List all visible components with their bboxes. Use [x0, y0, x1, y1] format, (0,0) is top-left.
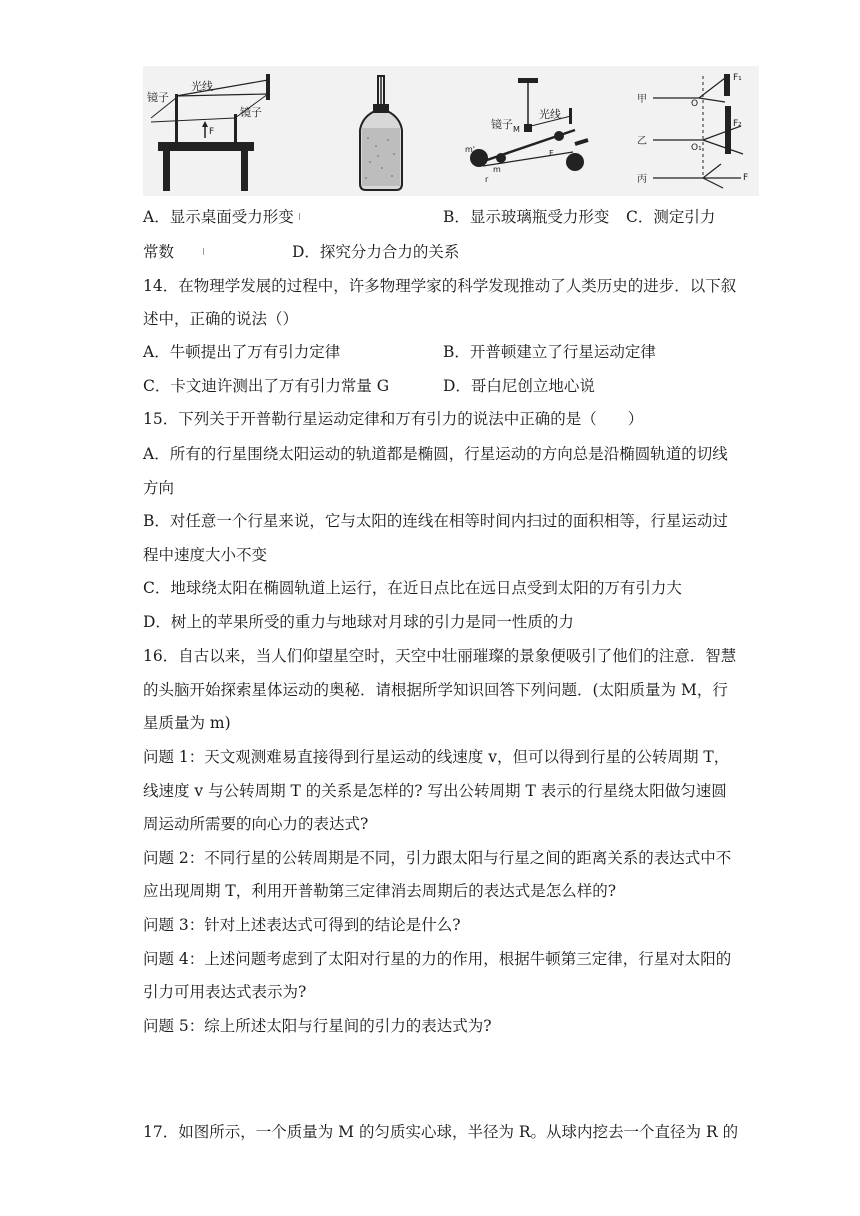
fig3-M-label: M: [513, 125, 520, 134]
figure-table-mirrors: [143, 66, 293, 196]
q15-option-b-line2: 程中速度大小不变: [143, 546, 268, 564]
q14-stem-line2: 述中，正确的说法（）: [143, 310, 299, 328]
fig4-jia-label: 甲: [637, 94, 647, 105]
q13-option-b: B．显示玻璃瓶受力形变: [443, 208, 610, 226]
q16-problem2-line2: 应出现周期 T，利用开普勒第三定律消去周期后的表达式是怎么样的?: [143, 882, 617, 900]
fig4-o-label: O: [691, 99, 699, 109]
fig4-F2-label: F₂: [733, 119, 742, 129]
paragraph-mark: [299, 213, 300, 220]
fig3-mprime-label: m': [465, 145, 475, 154]
fig1-force-label: F: [209, 127, 215, 137]
q15-option-a-line2: 方向: [143, 479, 175, 497]
q14-stem-line1: 14．在物理学发展的过程中，许多物理学家的科学发现推动了人类历史的进步．以下叙: [143, 277, 737, 295]
fig1-light-label: 光线: [191, 80, 213, 93]
q13-option-a: A．显示桌面受力形变: [143, 208, 294, 226]
fig3-r-label: r: [485, 175, 489, 184]
q14-option-d: D．哥白尼创立地心说: [443, 377, 595, 395]
q16-problem4-line2: 引力可用表达式表示为?: [143, 983, 307, 1001]
q13-option-c-start: C．测定引力: [626, 208, 716, 226]
q16-problem1-line1: 问题 1：天文观测难易直接得到行星运动的线速度 v，但可以得到行星的公转周期 T，: [143, 748, 730, 766]
q13-option-d: D．探究分力合力的关系: [292, 243, 460, 261]
q15-stem: 15．下列关于开普勒行星运动定律和万有引力的说法中正确的是（ ）: [143, 410, 644, 428]
q17-stem-line1: 17．如图所示，一个质量为 M 的匀质实心球，半径为 R。从球内挖去一个直径为 R 的: [143, 1123, 739, 1141]
fig4-F1-label: F₁: [733, 73, 742, 83]
fig3-m-label: m: [493, 165, 501, 174]
q16-stem-line2: 的头脑开始探索星体运动的奥秘．请根据所学知识回答下列问题．(太阳质量为 M，行: [143, 681, 728, 699]
q13-option-c-end: 常数: [143, 243, 175, 261]
figure-force-composition: [633, 66, 759, 196]
q15-option-d: D．树上的苹果所受的重力与地球对月球的引力是同一性质的力: [143, 613, 574, 631]
paragraph-mark: [203, 248, 204, 255]
fig4-F-label: F: [743, 173, 749, 183]
figure-glass-bottle: [348, 66, 418, 196]
fig3-light-label: 光线: [539, 108, 561, 121]
q15-option-a-line1: A．所有的行星围绕太阳运动的轨道都是椭圆，行星运动的方向总是沿椭圆轨道的切线: [143, 445, 728, 463]
fig4-o1-label: O₁: [691, 143, 702, 153]
q16-stem-line1: 16．自古以来，当人们仰望星空时，天空中壮丽璀璨的景象便吸引了他们的注意．智慧: [143, 647, 737, 665]
q14-option-c: C．卡文迪许测出了万有引力常量 G: [143, 377, 390, 395]
fig4-yi-label: 乙: [637, 136, 647, 147]
q14-option-a: A．牛顿提出了万有引力定律: [143, 343, 341, 361]
q16-problem4-line1: 问题 4：上述问题考虑到了太阳对行星的力的作用，根据牛顿第三定律，行星对太阳的: [143, 950, 732, 968]
q16-problem3: 问题 3：针对上述表达式可得到的结论是什么?: [143, 916, 461, 934]
q15-option-c: C．地球绕太阳在椭圆轨道上运行，在近日点比在远日点受到太阳的万有引力大: [143, 579, 682, 597]
figure-torsion-balance: [463, 66, 598, 196]
q16-problem1-line3: 周运动所需要的向心力的表达式?: [143, 815, 369, 833]
q16-problem5: 问题 5：综上所述太阳与行星间的引力的表达式为?: [143, 1017, 492, 1035]
q16-problem1-line2: 线速度 v 与公转周期 T 的关系是怎样的? 写出公转周期 T 表示的行星绕太阳做匀速圆: [143, 782, 727, 800]
q16-problem2-line1: 问题 2：不同行星的公转周期是不同，引力跟太阳与行星之间的距离关系的表达式中不: [143, 849, 732, 867]
fig1-mirror-left-label: 镜子: [147, 91, 169, 104]
q15-option-b-line1: B．对任意一个行星来说，它与太阳的连线在相等时间内扫过的面积相等，行星运动过: [143, 512, 728, 530]
fig4-bing-label: 丙: [637, 174, 647, 185]
fig1-mirror-right-label: 镜子: [240, 106, 262, 119]
fig3-mirror-label: 镜子: [491, 118, 513, 131]
q14-option-b: B．开普顿建立了行星运动定律: [443, 343, 656, 361]
fig3-F-label: F: [549, 149, 554, 158]
q16-stem-line3: 星质量为 m): [143, 714, 231, 732]
figure-strip: [143, 66, 759, 196]
